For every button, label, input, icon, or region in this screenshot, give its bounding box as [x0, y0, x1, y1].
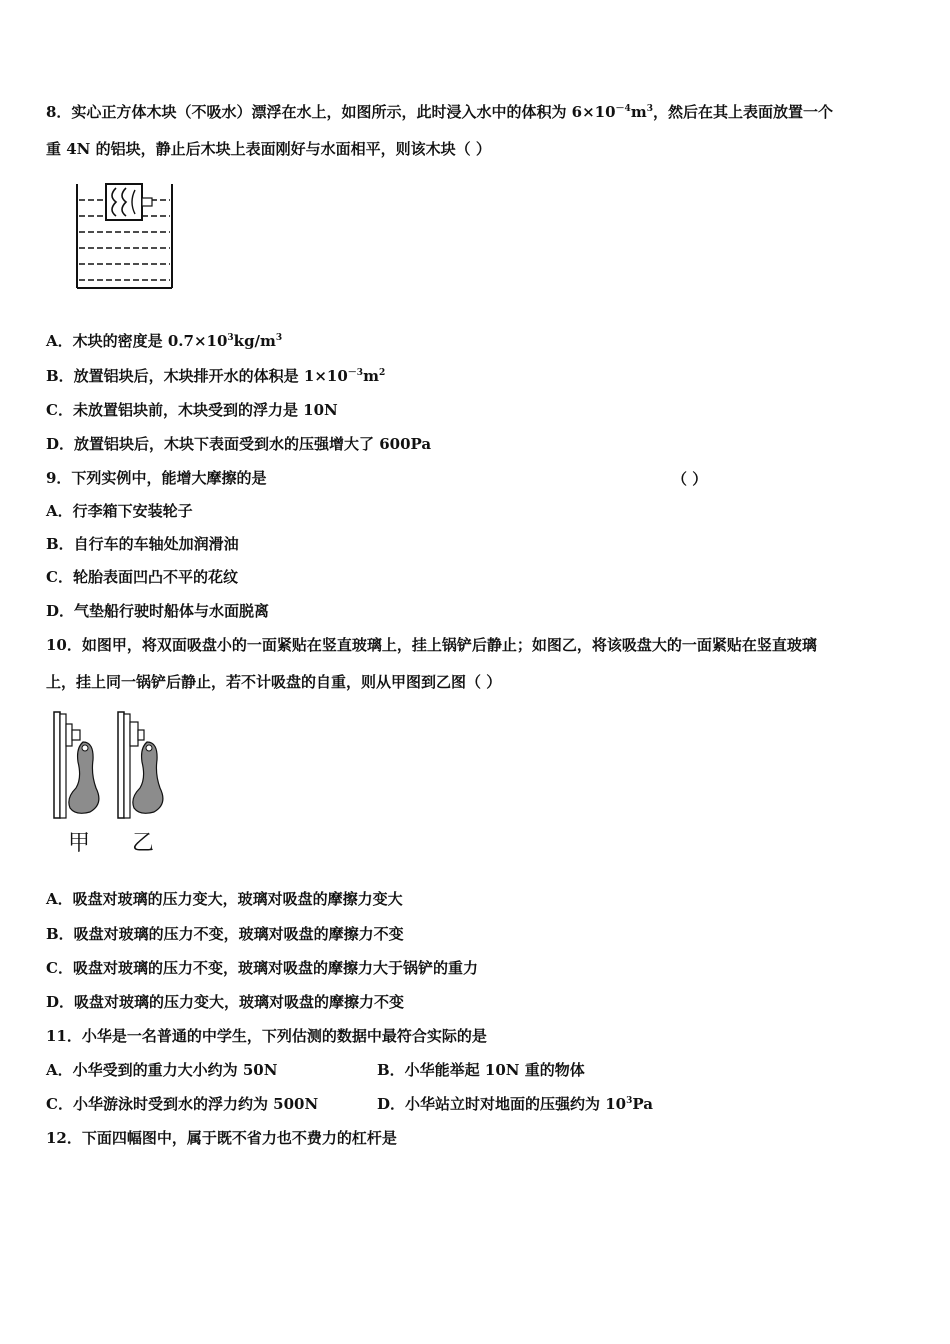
q10-label-jia: 甲	[68, 831, 91, 856]
q10-suction-cup-figure	[50, 708, 176, 822]
q8-option-b: B．放置铝块后，木块排开水的体积是 $1\times 10^{-3}m^2$	[46, 367, 386, 385]
q8-stem-line1: 8．实心正方体木块（不吸水）漂浮在水上，如图所示，此时浸入水中的体积为 $6\times 10^{-4}m^3$，然后在其上表面放置一个	[46, 103, 833, 121]
q10-option-c: C．吸盘对玻璃的压力不变，玻璃对吸盘的摩擦力大于锅铲的重力	[46, 959, 478, 977]
q8-floating-block-figure	[72, 180, 178, 292]
q11-option-d: D．小华站立时对地面的压强约为 $10^3Pa$	[377, 1095, 653, 1113]
q10-option-b: B．吸盘对玻璃的压力不变，玻璃对吸盘的摩擦力不变	[46, 925, 404, 943]
q9-answer-paren: （ ）	[672, 470, 708, 488]
q9-stem: 9．下列实例中，能增大摩擦的是	[46, 469, 267, 487]
q11-option-b: B．小华能举起 10N 重的物体	[377, 1061, 585, 1079]
q9-option-a: A．行李箱下安装轮子	[46, 502, 193, 520]
q10-stem-line2: 上，挂上同一锅铲后静止，若不计吸盘的自重，则从甲图到乙图（ ）	[46, 673, 502, 691]
q8-option-c: C．未放置铝块前，木块受到的浮力是 10N	[46, 401, 338, 419]
q10-stem-line1: 10．如图甲，将双面吸盘小的一面紧贴在竖直玻璃上，挂上锅铲后静止；如图乙，将该吸盘大的一面紧贴在竖直玻璃	[46, 636, 817, 654]
q11-option-c: C．小华游泳时受到水的浮力约为 500N	[46, 1095, 319, 1113]
q9-option-d: D．气垫船行驶时船体与水面脱离	[46, 602, 270, 620]
q9-option-c: C．轮胎表面凹凸不平的花纹	[46, 568, 238, 586]
q12-stem: 12．下面四幅图中，属于既不省力也不费力的杠杆是	[46, 1129, 397, 1147]
q10-label-yi: 乙	[132, 831, 155, 856]
q8-stem-line2: 重 4N 的铝块，静止后木块上表面刚好与水面相平，则该木块（ ）	[46, 140, 491, 158]
q8-option-d: D．放置铝块后，木块下表面受到水的压强增大了 600Pa	[46, 435, 432, 453]
q8-option-a: A．木块的密度是 $0.7\times 10^3kg/m^3$	[46, 332, 283, 350]
q10-option-a: A．吸盘对玻璃的压力变大，玻璃对吸盘的摩擦力变大	[46, 890, 403, 908]
q11-stem: 11．小华是一名普通的中学生，下列估测的数据中最符合实际的是	[46, 1027, 487, 1045]
q10-option-d: D．吸盘对玻璃的压力变大，玻璃对吸盘的摩擦力不变	[46, 993, 405, 1011]
q9-option-b: B．自行车的车轴处加润滑油	[46, 535, 239, 553]
q11-option-a: A．小华受到的重力大小约为 50N	[46, 1061, 278, 1079]
